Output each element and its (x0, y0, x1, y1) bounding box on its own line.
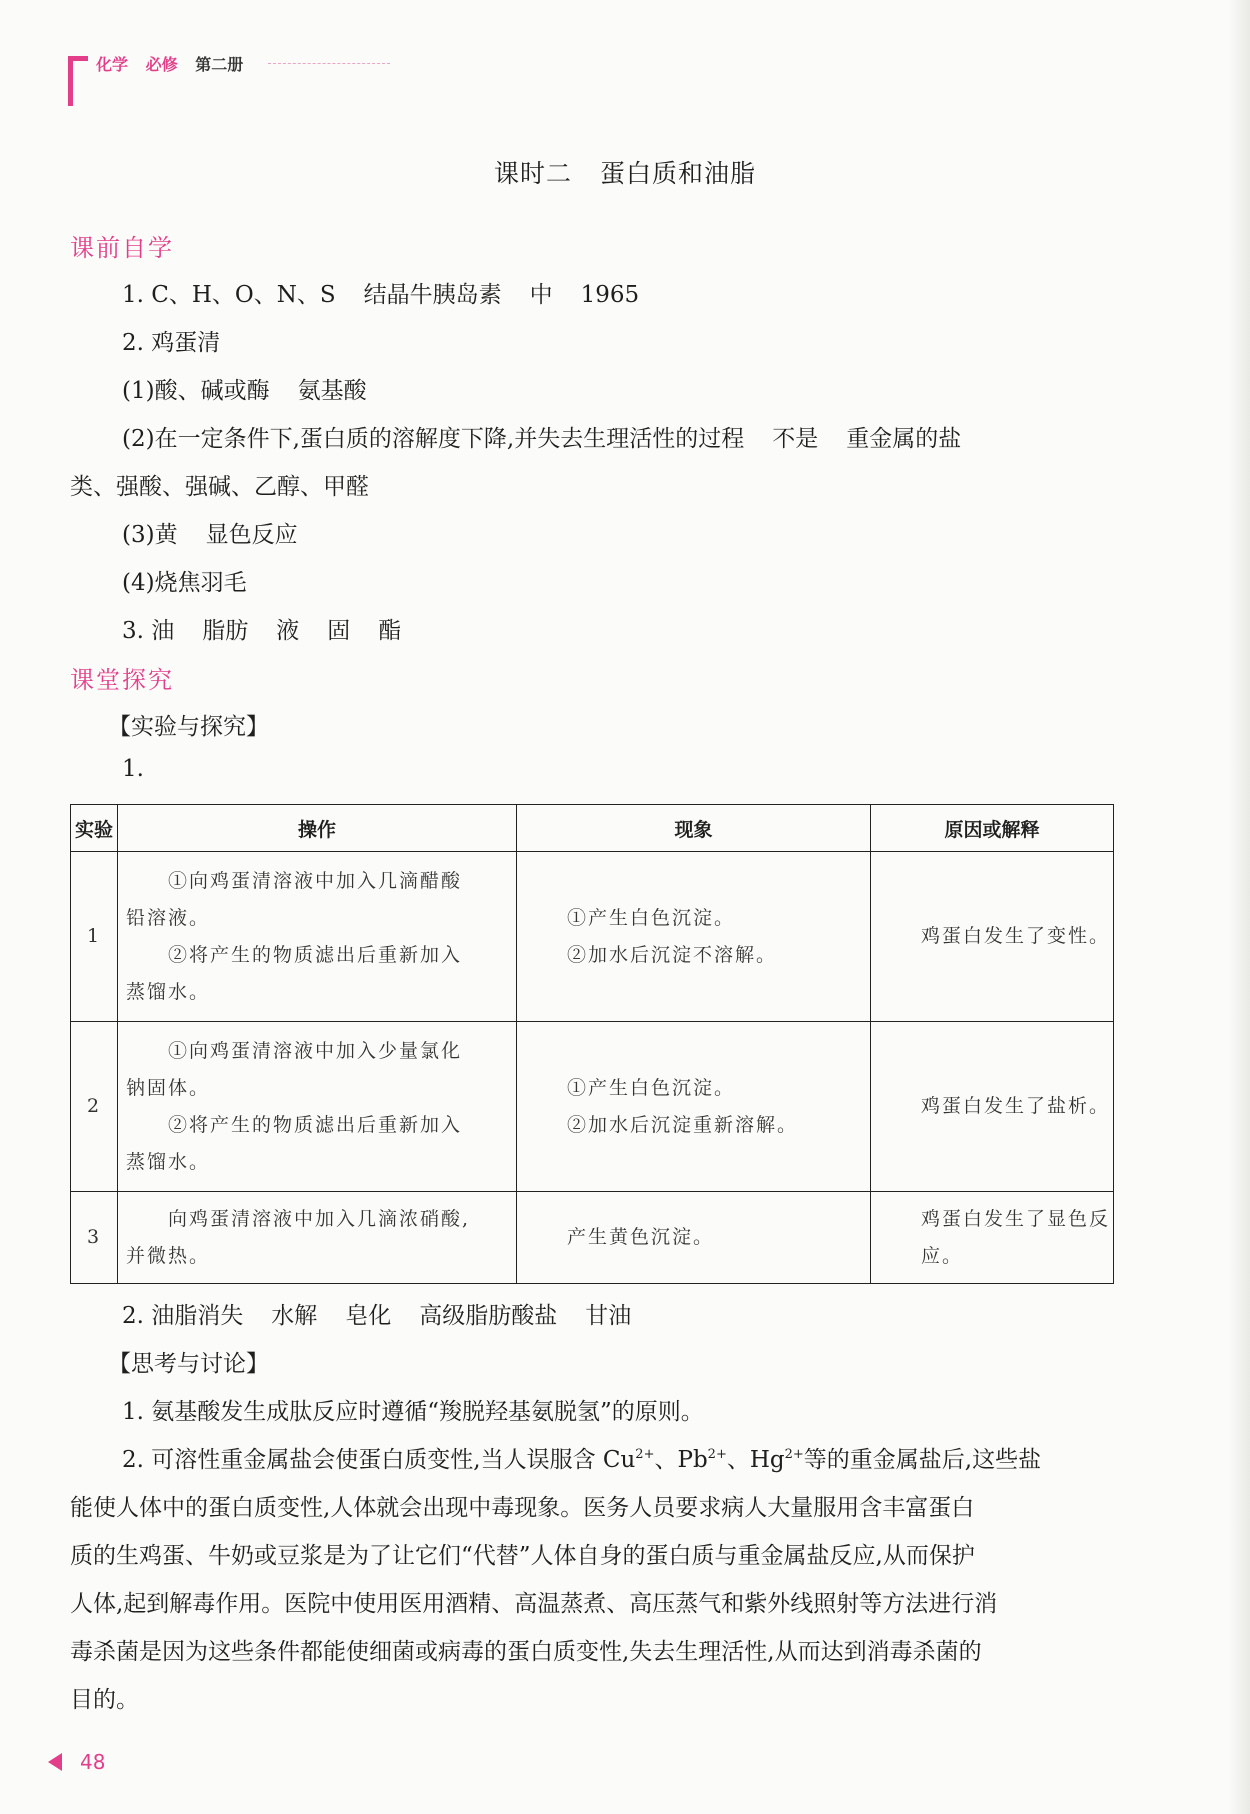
discuss-line-7: 目的。 (70, 1687, 139, 1713)
reason-cell: 鸡蛋白发生了盐析。 (871, 1022, 1114, 1192)
header-type: 必修 (145, 55, 178, 74)
item-1-label: 1. (122, 756, 144, 782)
lesson-topic: 蛋白质和油脂 (600, 159, 757, 188)
phenomenon-cell: 产生黄色沉淀。 (517, 1192, 871, 1284)
preview-line-3: (1)酸、碱或酶 氨基酸 (122, 378, 367, 404)
table-row (71, 1022, 1114, 1192)
preview-line-2: 2. 鸡蛋清 (122, 330, 221, 356)
phenomenon-cell: ①产生白色沉淀。 ②加水后沉淀不溶解。 (517, 852, 871, 1022)
discuss-line-6: 毒杀菌是因为这些条件都能使细菌或病毒的蛋白质变性,失去生理活性,从而达到消毒杀菌的 (70, 1639, 982, 1665)
operation-cell: ①向鸡蛋清溶液中加入少量氯化 钠固体。 ②将产生的物质滤出后重新加入 蒸馏水。 (118, 1022, 517, 1192)
operation-cell: 向鸡蛋清溶液中加入几滴浓硝酸, 并微热。 (118, 1192, 517, 1284)
discuss-heading: 【思考与讨论】 (108, 1351, 269, 1377)
col-header-reason: 原因或解释 (871, 805, 1114, 852)
experiment-heading: 【实验与探究】 (108, 714, 269, 740)
page-number: 48 (80, 1750, 106, 1774)
discuss-line-2: 2. 可溶性重金属盐会使蛋白质变性,当人误服含 $Cu^{2+}$、$Pb^{2+}$、$Hg^{2+}$等的重金属盐后,这些盐 (122, 1447, 1042, 1473)
experiment-table (70, 804, 1114, 1284)
row-number: 3 (71, 1192, 118, 1284)
phenomenon-cell: ①产生白色沉淀。 ②加水后沉淀重新溶解。 (517, 1022, 871, 1192)
header-bracket (68, 56, 73, 106)
section-explore-heading: 课堂探究 (70, 666, 174, 694)
preview-line-4: (2)在一定条件下,蛋白质的溶解度下降,并失去生理活性的过程 不是 重金属的盐 (122, 426, 962, 452)
table-row (71, 852, 1114, 1022)
discuss-line-3: 能使人体中的蛋白质变性,人体就会出现中毒现象。医务人员要求病人大量服用含丰富蛋白 (70, 1495, 975, 1521)
col-header-experiment: 实验 (71, 805, 118, 852)
row-number: 2 (71, 1022, 118, 1192)
discuss-line-5: 人体,起到解毒作用。医院中使用医用酒精、高温蒸煮、高压蒸气和紫外线照射等方法进行消 (70, 1591, 998, 1617)
header-bracket-top (68, 56, 88, 61)
row-number: 1 (71, 852, 118, 1022)
page-arrow-icon (48, 1753, 62, 1771)
col-header-operation: 操作 (118, 805, 517, 852)
lesson-title (0, 154, 1250, 190)
preview-line-8: 3. 油 脂肪 液 固 酯 (122, 618, 402, 644)
col-header-phenomenon: 现象 (517, 805, 871, 852)
discuss-line-4: 质的生鸡蛋、牛奶或豆浆是为了让它们“代替”人体自身的蛋白质与重金属盐反应,从而保护 (70, 1543, 975, 1569)
lesson-number: 课时二 (493, 159, 572, 188)
preview-line-1: 1. C、H、O、N、S 结晶牛胰岛素 中 1965 (122, 282, 640, 308)
section-preview-heading: 课前自学 (70, 234, 174, 262)
page-edge (1228, 0, 1250, 1814)
header-subject: 化学 (96, 55, 129, 74)
running-header (96, 52, 243, 75)
preview-line-6: (3)黄 显色反应 (122, 522, 298, 548)
table-row (71, 1192, 1114, 1284)
preview-line-5: 类、强酸、强碱、乙醇、甲醛 (70, 474, 369, 500)
reason-cell: 鸡蛋白发生了显色反应。 (871, 1192, 1114, 1284)
table-header-row (71, 805, 1114, 852)
discuss-line-1: 1. 氨基酸发生成肽反应时遵循“羧脱羟基氨脱氢”的原则。 (122, 1399, 704, 1425)
item-2-line: 2. 油脂消失 水解 皂化 高级脂肪酸盐 甘油 (122, 1303, 632, 1329)
operation-cell: ①向鸡蛋清溶液中加入几滴醋酸 铅溶液。 ②将产生的物质滤出后重新加入 蒸馏水。 (118, 852, 517, 1022)
header-rule (268, 63, 390, 64)
header-volume: 第二册 (195, 55, 244, 74)
reason-cell: 鸡蛋白发生了变性。 (871, 852, 1114, 1022)
preview-line-7: (4)烧焦羽毛 (122, 570, 247, 596)
